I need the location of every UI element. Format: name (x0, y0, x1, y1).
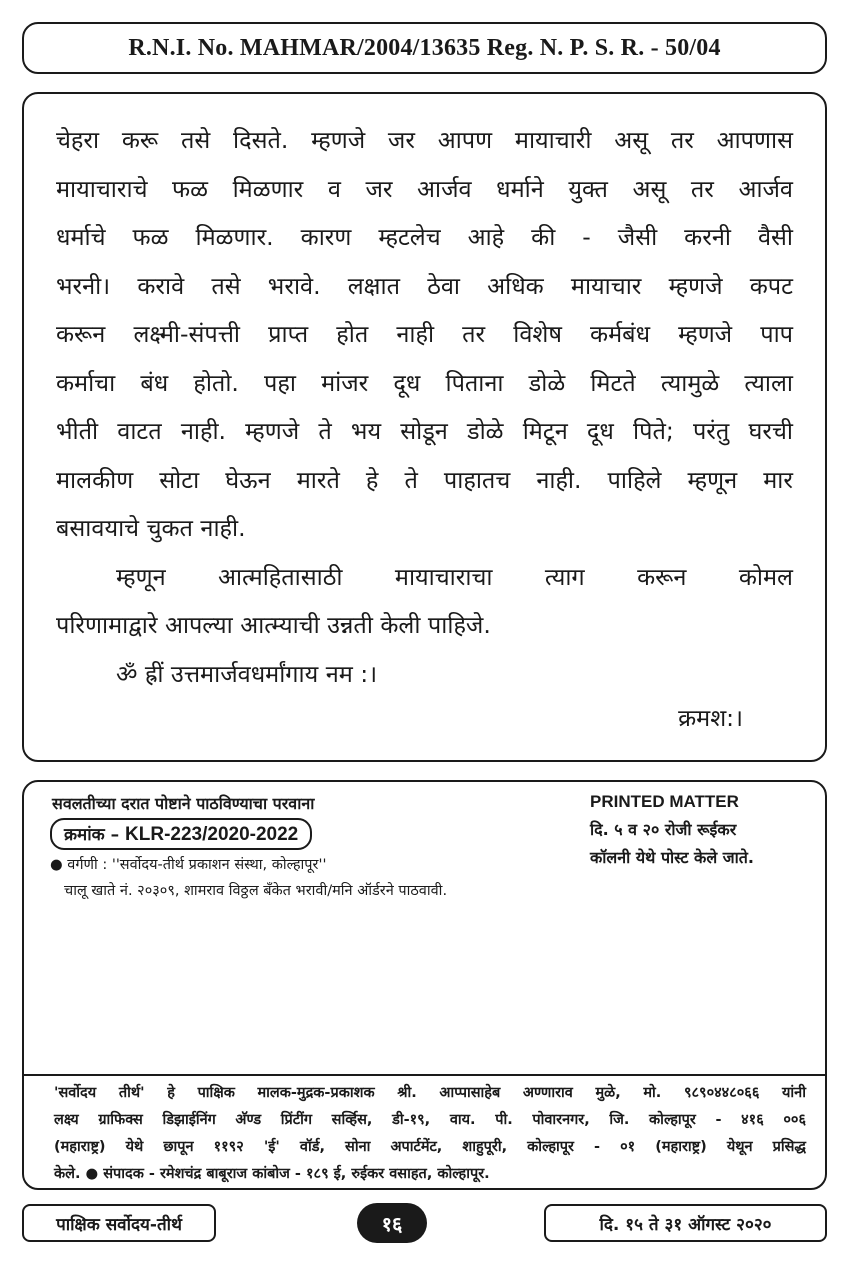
article-paragraph-2 (56, 553, 793, 650)
article-line: म्हणून आत्महितासाठी मायाचाराचा त्याग करून कोमल (116, 562, 793, 591)
mantra-paragraph (56, 650, 793, 699)
imprint-line: 'सर्वोदय तीर्थ' हे पाक्षिक मालक-मुद्रक-प्रकाशक श्री. आप्पासाहेब अण्णाराव मुळे, मो. ९८९०४४८०६६ यांनी (54, 1085, 806, 1101)
issue-date-box (544, 1204, 827, 1242)
page-number: १६ (381, 1211, 403, 1236)
printed-matter-label: PRINTED MATTER (590, 792, 739, 811)
account-line: चालू खाते नं. २०३०९, शामराव विठ्ठल बँकेत भरावी/मनि ऑर्डरने पाठवावी. (64, 883, 448, 899)
article-line: करून लक्ष्मी-संपत्ती प्राप्त होत नाही तर विशेष कर्मबंध म्हणजे पाप (56, 320, 793, 348)
postal-info-box (22, 780, 827, 1190)
registration-header (22, 22, 827, 74)
article-line: बसावयाचे चुकत नाही. (56, 514, 246, 542)
post-note-line-1: दि. ५ व २० रोजी रूईकर (590, 820, 737, 839)
article-line: कर्माचा बंध होतो. पहा मांजर दूध पिताना डोळे मिटते त्यामुळे त्याला (56, 368, 793, 397)
continued-label: क्रमश:। (678, 704, 743, 732)
licence-badge (50, 818, 312, 850)
article-line: भरनी। करावे तसे भरावे. लक्षात ठेवा अधिक मायाचार म्हणजे कपट (56, 271, 793, 300)
publication-name-box (22, 1204, 216, 1242)
article-line: मायाचाराचे फळ मिळणार व जर आर्जव धर्माने युक्त असू तर आर्जव (56, 174, 793, 203)
imprint-line: लक्ष्य ग्राफिक्स डिझाईनिंग अ‍ॅण्ड प्रिंटींग सर्व्हिस, डी-१९, वाय. पी. पोवारनगर, जि. कोल्हापूर - ४१६ ००६ (54, 1112, 806, 1128)
imprint-line: केले. ● संपादक - रमेशचंद्र बाबूराज कांबोज - १८९ ई, रुईकर वसाहत, कोल्हापूर. (54, 1166, 490, 1182)
page-number-badge (357, 1203, 427, 1243)
subscription-line: ● वर्गणी : ''सर्वोदय-तीर्थ प्रकाशन संस्था, कोल्हापूर'' (50, 857, 327, 873)
divider (24, 1074, 825, 1076)
article-line: परिणामाद्वारे आपल्या आत्म्याची उन्नती केली पाहिजे. (56, 611, 491, 639)
licence-number: KLR-223/2020-2022 (125, 824, 299, 845)
article-box (22, 92, 827, 762)
mantra: ॐ ह्रीं उत्तमार्जवधर्मांगाय नम :। (116, 659, 378, 688)
article-line: भीती वाटत नाही. म्हणजे ते भय सोडून डोळे मिटून दूध पिते; परंतु घरची (56, 417, 793, 445)
licence-label: क्रमांक – (64, 825, 120, 845)
imprint-line: (महाराष्ट्र) येथे छापून ११९२ 'ई' वॉर्ड, सोना अपार्टमेंट, शाहुपूरी, कोल्हापूर - ०१ (महाराष्ट्र) येथून प्रसिद्ध (54, 1139, 806, 1155)
article-line: चेहरा करू तसे दिसते. म्हणजे जर आपण मायाचारी असू तर आपणास (56, 126, 793, 154)
article-line: मालकीण सोटा घेऊन मारते हे ते पाहातच नाही. पाहिले म्हणून मार (56, 465, 793, 494)
postal-concession-line: सवलतीच्या दरात पोष्टाने पाठविण्याचा परवाना (52, 794, 315, 813)
issue-date: दि. १५ ते ३१ ऑगस्ट २०२० (599, 1214, 772, 1235)
article-paragraph-1 (56, 116, 793, 553)
registration-text: R.N.I. No. MAHMAR/2004/13635 Reg. N. P. S. R. - 50/04 (128, 34, 721, 61)
post-note-line-2: कॉलनी येथे पोस्ट केले जाते. (590, 848, 754, 867)
publication-name: पाक्षिक सर्वोदय-तीर्थ (56, 1214, 182, 1235)
article-line: धर्माचे फळ मिळणार. कारण म्हटलेच आहे की - जैसी करनी वैसी (56, 223, 793, 251)
imprint-block (54, 1080, 806, 1188)
